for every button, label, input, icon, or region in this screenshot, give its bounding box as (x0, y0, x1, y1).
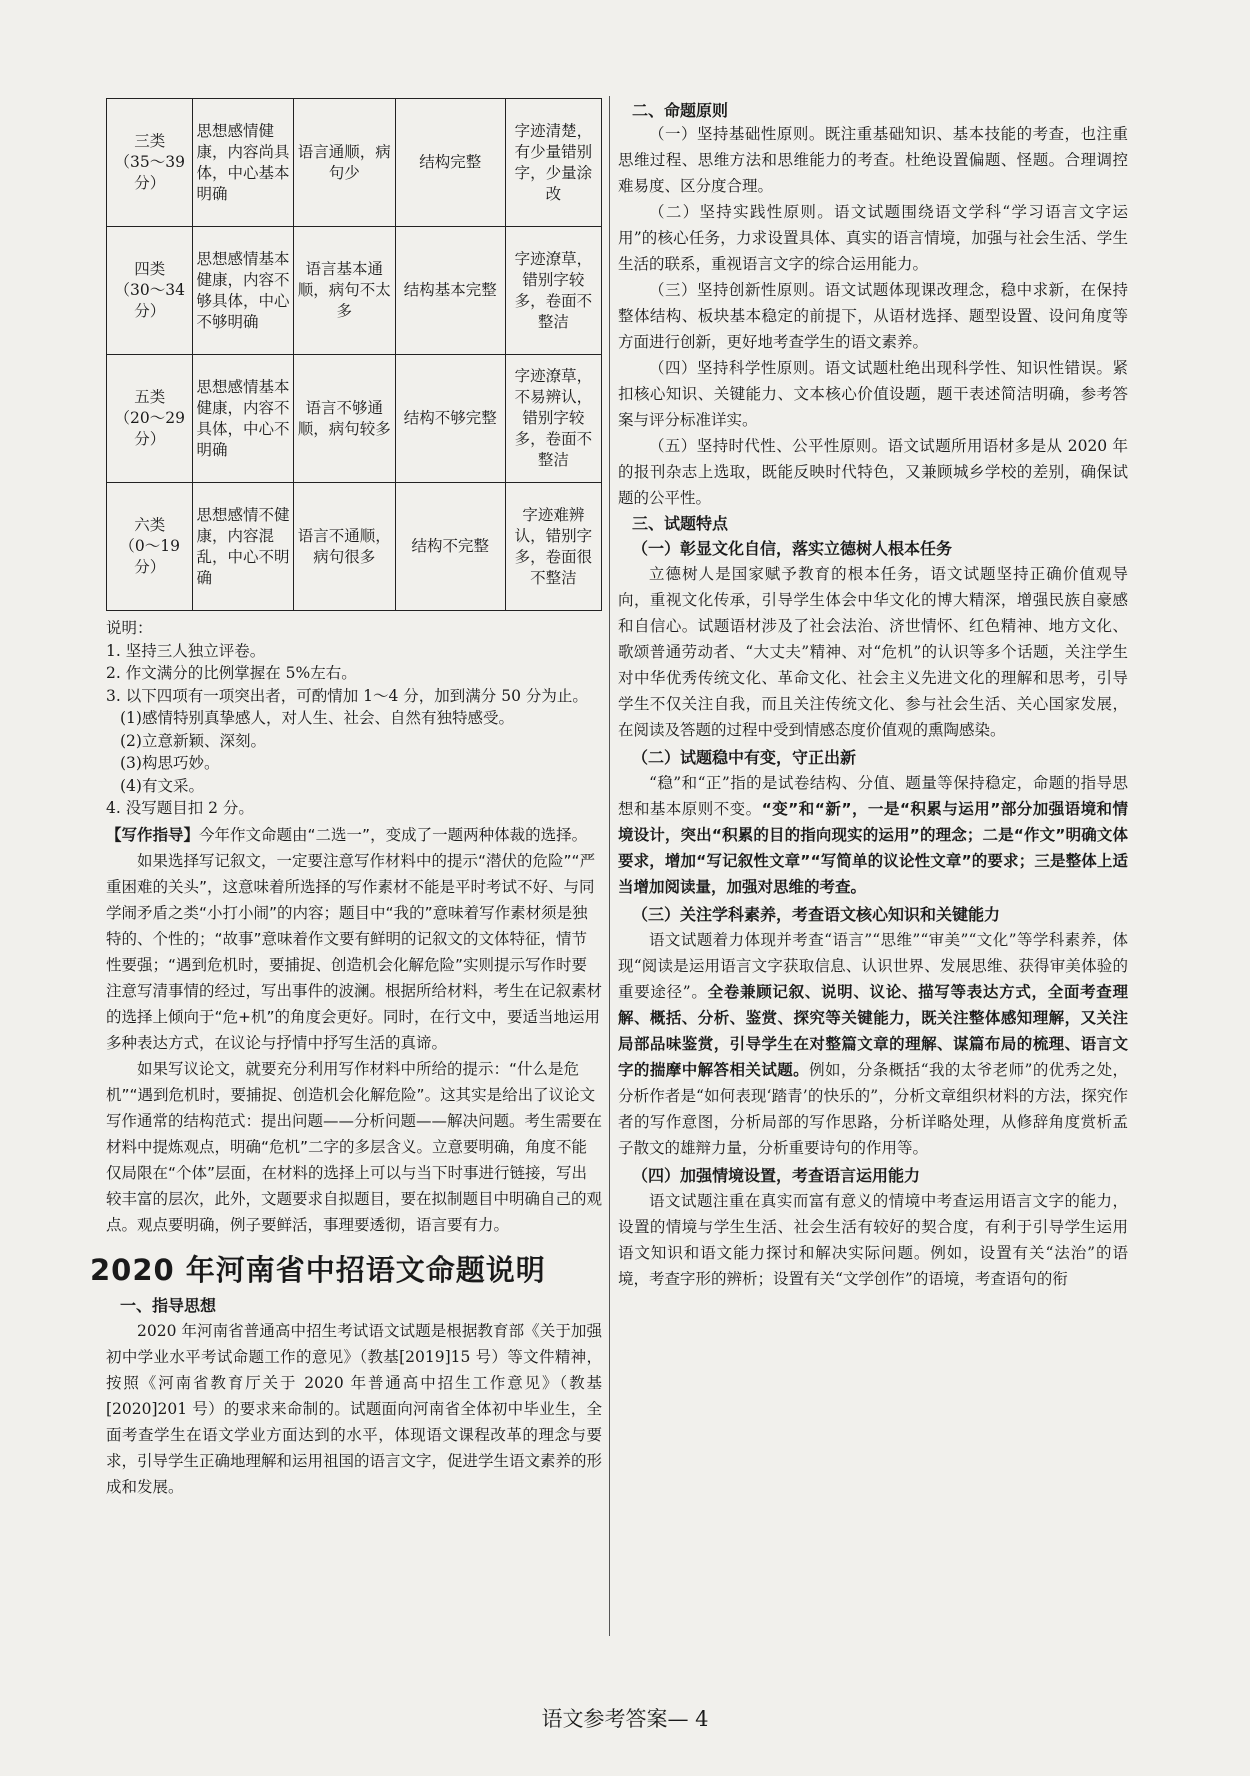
thought-cell: 思想感情不健康，内容混乱，中心不明确 (193, 483, 293, 611)
table-row (107, 483, 602, 611)
section-heading: 三、试题特点 (632, 514, 729, 533)
language-cell: 语言基本通顺，病句不太多 (293, 227, 395, 355)
column-divider (609, 96, 610, 1636)
paragraph-text: 例如，分条概括“我的太爷老师”的优秀之处，分析作者是“如何表现‘踏青’的快乐的”，分析文章组织材料的方法，探究作者的写作意图，分析局部的写作思路，分析详略处理，从修辞角度赏析孟子散文的雄辩力量，分析重要诗句的作用等。 (618, 1061, 1128, 1157)
note-subitem: (4)有文采。 (120, 776, 204, 795)
subsection-heading: （二）试题稳中有变，守正出新 (632, 748, 857, 767)
section-heading: 一、指导思想 (120, 1295, 217, 1315)
category-cell: 四类 （30～34 分） (107, 227, 193, 355)
note-subitem: (3)构思巧妙。 (120, 754, 220, 772)
section-paragraph: （三）坚持创新性原则。语文试题体现课改理念，稳中求新，在保持整体结构、板块基本稳定的前提下，从语材选择、题型设置、设问角度等方面进行创新，更好地考查学生的语文素养。 (618, 281, 1128, 351)
section-paragraph (618, 927, 1128, 1161)
notes (106, 617, 602, 820)
guide-paragraph: 如果写议论文，就要充分利用写作材料中所给的提示：“什么是危机”“遇到危机时，要捕捉、创造机会化解危险”。这其实是给出了议论文写作通常的结构范式：提出问题——分析问题——解决问题。考生需要在材料中提炼观点，明确“危机”二字的多层含义。立意要明确，角度不能仅局限在“个体”层面，在材料的选择上可以与当下时事进行链接，写出较丰富的层次，此外，文题要求自拟题目，要在拟制题目中明确自己的观点。观点要明确，例子要鲜活，事理要透彻，语言要有力。 (106, 1059, 603, 1234)
category-cell: 六类 （0～19 分） (107, 483, 193, 611)
notes-label: 说明： (106, 619, 153, 637)
section-body (106, 1318, 602, 1500)
section-paragraph (618, 770, 1128, 900)
language-cell: 语言通顺，病句少 (293, 99, 395, 227)
section-body (618, 927, 1128, 1161)
structure-cell: 结构不完整 (395, 483, 505, 611)
writing-cell: 字迹潦草，不易辨认，错别字较多，卷面不整洁 (505, 355, 601, 483)
note-subitem: (2)立意新颖、深刻。 (120, 731, 266, 750)
structure-cell: 结构基本完整 (395, 227, 505, 355)
section-heading: 二、命题原则 (632, 101, 729, 120)
left-column (90, 98, 603, 1500)
paragraph-bold-text: “变”和“新”，一是“积累与运用”部分加强语境和情境设计，突出“积累的目的指向现实的运用”的理念；二是“作文”明确文体要求，增加“写记叙性文章”“写简单的议论性文章”的要求；三是整体上适当增加阅读量，加强对思维的考查。 (618, 800, 1128, 896)
guide-label: 【写作指导】 (106, 825, 200, 844)
thought-cell: 思想感情健康，内容尚具体，中心基本明确 (193, 99, 293, 227)
section-paragraph: 2020 年河南省普通高中招生考试语文试题是根据教育部《关于加强初中学业水平考试命题工作的意见》（教基[2019]15 号）等文件精神，按照《河南省教育厅关于 2020 年普通高中招生工作意见》（教基[2020]201 号）的要求来命制的。试题面向河南省全体初中毕业生，全面考查学生在语文学业方面达到的水平，体现语文课程改革的理念与要求，引导学生正确地理解和运用祖国的语言文字，促进学生语文素养的形成和发展。 (106, 1321, 603, 1496)
grading-table (106, 98, 602, 611)
section-paragraph: （一）坚持基础性原则。既注重基础知识、基本技能的考查，也注重思维过程、思维方法和思维能力的考查。杜绝设置偏题、怪题。合理调控难易度、区分度合理。 (618, 125, 1128, 195)
section-paragraph: 语文试题注重在真实而富有意义的情境中考查运用语言文字的能力，设置的情境与学生生活、社会生活有较好的契合度，有利于引导学生运用语文知识和语文能力探讨和解决实际问题。例如，设置有关“法治”的语境，考查字形的辨析；设置有关“文学创作”的语境，考查语句的衔 (618, 1192, 1128, 1288)
guide-paragraph: 如果选择写记叙文，一定要注意写作材料中的提示“潜伏的危险”“严重困难的关头”，这意味着所选择的写作素材不能是平时考试不好、与同学闹矛盾之类“小打小闹”的内容；题目中“我的”意味着写作素材须是独特的、个性的；“故事”意味着作文要有鲜明的记叙文的文体特征，情节性要强；“遇到危机时，要捕捉、创造机会化解危险”实则提示写作时要注意写清事情的经过，写出事件的波澜。根据所给材料，考生在记叙素材的选择上倾向于“危+机”的角度会更好。同时，在行文中，要适当地运用多种表达方式，在议论与抒情中抒写生活的真谛。 (106, 851, 603, 1052)
table-row (107, 227, 602, 355)
note-item: 2. 作文满分的比例掌握在 5%左右。 (106, 664, 357, 682)
article-title: 2020 年河南省中招语文命题说明 (90, 1252, 546, 1287)
paragraph-text: “稳”和“正”指的是试卷结构、分值、题量等保持稳定，命题的指导思想和基本原则不变。 (618, 774, 1128, 818)
note-item: 1. 坚持三人独立评卷。 (106, 641, 266, 660)
page-footer: 语文参考答案— 4 (541, 1707, 709, 1731)
section-paragraph: 立德树人是国家赋予教育的根本任务，语文试题坚持正确价值观导向，重视文化传承，引导学生体会中华文化的博大精深，增强民族自豪感和自信心。试题语材涉及了社会法治、济世情怀、红色精神、地方文化、歌颂普通劳动者、“大丈夫”精神、对“危机”的认识等多个话题，关注学生对中华优秀传统文化、革命文化、社会主义先进文化的理解和思考，引导学生不仅关注自我，而且关注传统文化、参与社会生活、关心国家发展，在阅读及答题的过程中受到情感态度价值观的熏陶感染。 (618, 565, 1128, 739)
thought-cell: 思想感情基本健康，内容不够具体，中心不够明确 (193, 227, 293, 355)
section-body (618, 561, 1128, 743)
note-item: 4. 没写题目扣 2 分。 (106, 799, 254, 817)
writing-cell: 字迹清楚，有少量错别字，少量涂改 (505, 99, 601, 227)
guide-intro (106, 822, 602, 848)
structure-cell: 结构完整 (395, 99, 505, 227)
paragraph-bold-text: 全卷兼顾记叙、说明、议论、描写等表达方式，全面考查理解、概括、分析、鉴赏、探究等关键能力，既关注整体感知理解，又关注局部品味鉴赏，引导学生在对整篇文章的理解、谋篇布局的梳理、语言文字的揣摩中解答相关试题。 (618, 983, 1128, 1079)
subsection-heading: （三）关注学科素养，考查语文核心知识和关键能力 (632, 905, 1001, 924)
section-paragraph: （五）坚持时代性、公平性原则。语文试题所用语材多是从 2020 年的报刊杂志上选取，既能反映时代特色，又兼顾城乡学校的差别，确保试题的公平性。 (618, 437, 1128, 507)
table-row (107, 355, 602, 483)
section-body (618, 1188, 1128, 1292)
section-paragraph: （四）坚持科学性原则。语文试题杜绝出现科学性、知识性错误。紧扣核心知识、关键能力、文本核心价值设题，题干表述简洁明确，参考答案与评分标准详实。 (618, 359, 1128, 429)
right-column (618, 98, 1128, 1292)
category-cell: 三类 （35～39 分） (107, 99, 193, 227)
writing-guide (106, 822, 602, 1238)
subsection-heading: （一）彰显文化自信，落实立德树人根本任务 (632, 539, 953, 558)
thought-cell: 思想感情基本健康，内容不具体，中心不明确 (193, 355, 293, 483)
section-paragraph: （二）坚持实践性原则。语文试题围绕语文学科“学习语言文字运用”的核心任务，力求设置具体、真实的语言情境，加强与社会生活、学生生活的联系，重视语言文字的综合运用能力。 (618, 203, 1128, 273)
subsection-heading: （四）加强情境设置，考查语言运用能力 (632, 1166, 921, 1185)
writing-cell: 字迹难辨认，错别字多，卷面很不整洁 (505, 483, 601, 611)
structure-cell: 结构不够完整 (395, 355, 505, 483)
note-item: 3. 以下四项有一项突出者，可酌情加 1～4 分，加到满分 50 分为止。 (106, 686, 588, 705)
language-cell: 语言不通顺，病句很多 (293, 483, 395, 611)
section-body (618, 770, 1128, 900)
note-subitem: (1)感情特别真挚感人，对人生、社会、自然有独特感受。 (120, 709, 514, 727)
writing-cell: 字迹潦草，错别字较多，卷面不整洁 (505, 227, 601, 355)
guide-intro-text: 今年作文命题由“二选一”，变成了一题两种体裁的选择。 (199, 825, 588, 844)
table-row (107, 99, 602, 227)
category-cell: 五类 （20～29 分） (107, 355, 193, 483)
section-body (618, 121, 1128, 511)
language-cell: 语言不够通顺，病句较多 (293, 355, 395, 483)
paragraph-text: 语文试题着力体现并考查“语言”“思维”“审美”“文化”等学科素养，体现“阅读是运用语言文字获取信息、认识世界、发展思维、获得审美体验的重要途径”。 (618, 931, 1128, 1001)
